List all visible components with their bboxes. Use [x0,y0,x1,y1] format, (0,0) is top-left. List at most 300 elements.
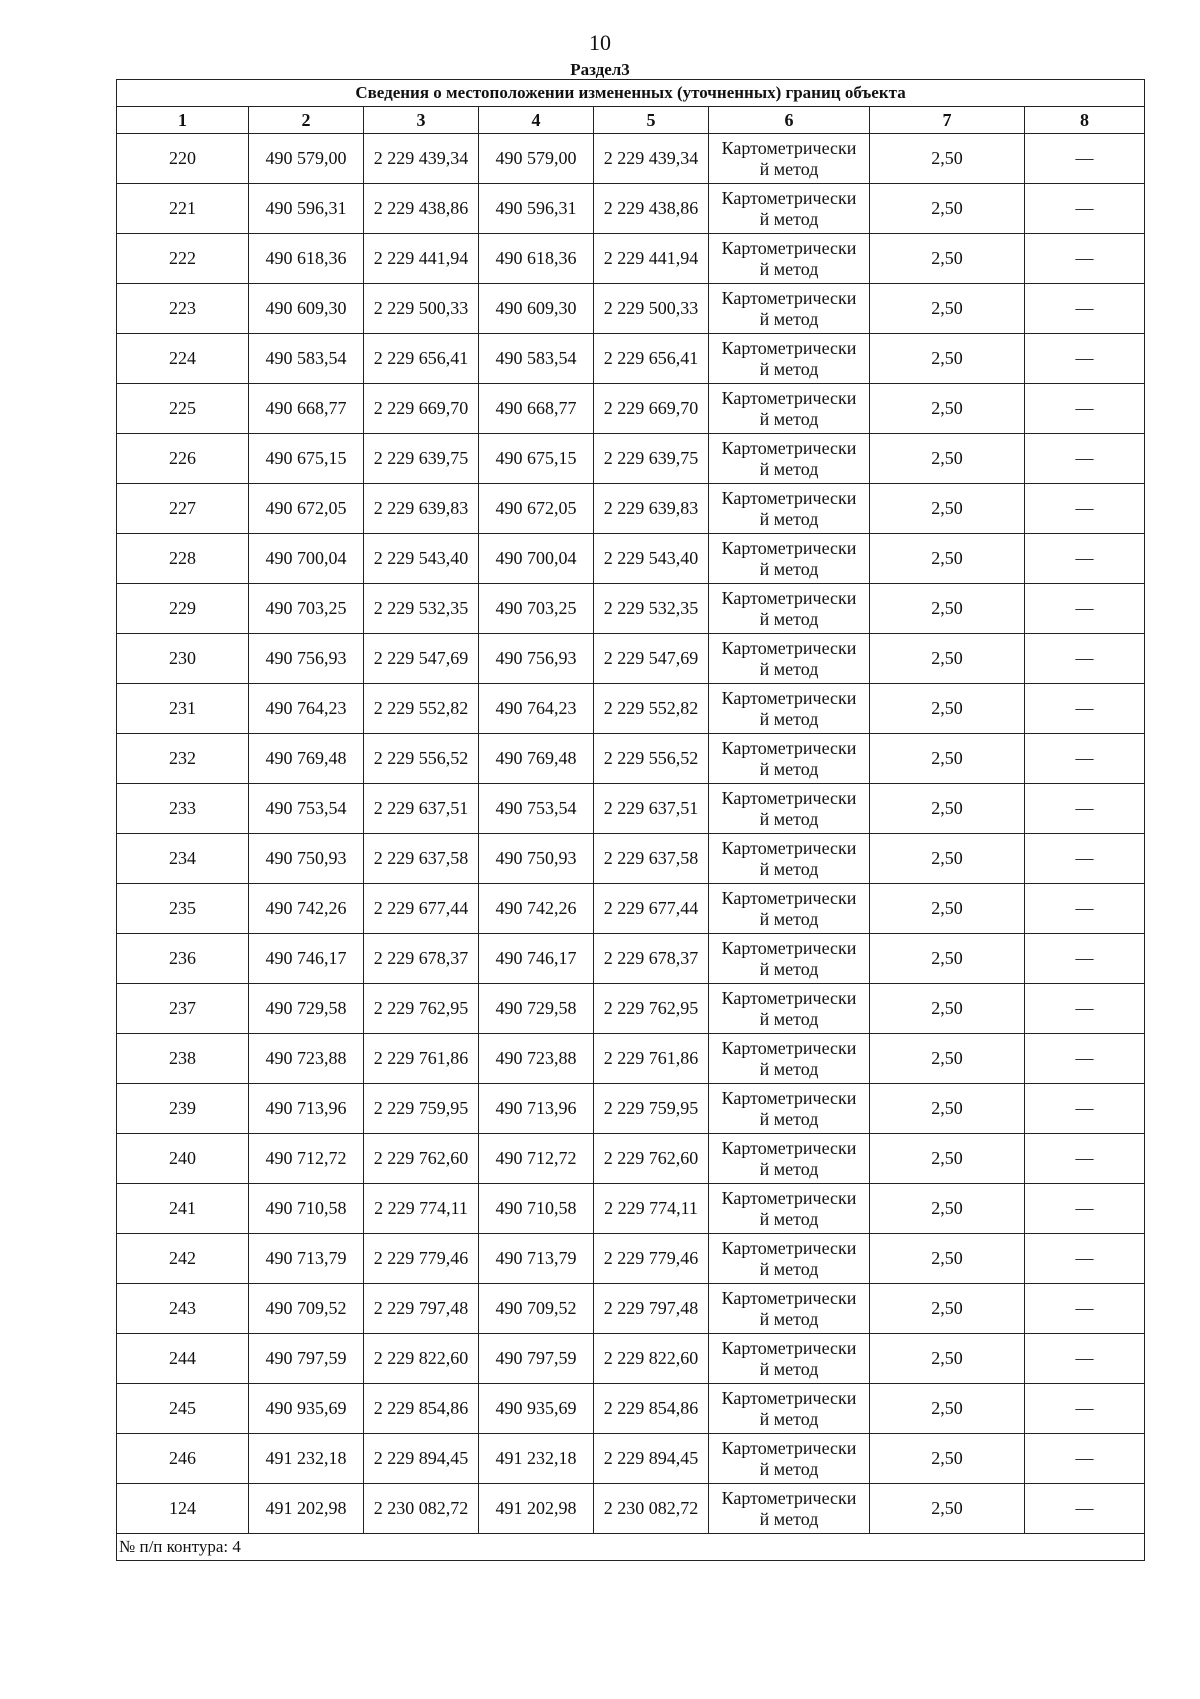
point-number: 229 [117,584,249,634]
column-number: 5 [594,107,709,134]
y-coordinate-new: 2 229 762,60 [594,1134,709,1184]
x-coordinate: 490 756,93 [249,634,364,684]
method-cell [709,1384,870,1434]
x-coordinate-new: 490 579,00 [479,134,594,184]
accuracy-value: 2,50 [870,1184,1025,1234]
x-coordinate-new: 490 713,79 [479,1234,594,1284]
table-row [117,334,1145,384]
x-coordinate: 490 700,04 [249,534,364,584]
coordinates-table [116,79,1145,1561]
x-coordinate-new: 490 672,05 [479,484,594,534]
description-dash: — [1025,234,1145,284]
method-cell [709,734,870,784]
accuracy-value: 2,50 [870,934,1025,984]
description-dash: — [1025,984,1145,1034]
contour-number: № п/п контура: 4 [117,1534,1145,1561]
point-number: 233 [117,784,249,834]
x-coordinate: 490 742,26 [249,884,364,934]
table-row [117,134,1145,184]
accuracy-value: 2,50 [870,584,1025,634]
method-text: й метод [759,308,819,329]
x-coordinate-new: 490 709,52 [479,1284,594,1334]
method-text: Картометрически [721,987,857,1008]
y-coordinate: 2 229 439,34 [364,134,479,184]
method-text: Картометрически [721,387,857,408]
y-coordinate: 2 230 082,72 [364,1484,479,1534]
method-text: й метод [759,858,819,879]
method-cell [709,784,870,834]
x-coordinate-new: 490 668,77 [479,384,594,434]
description-dash: — [1025,484,1145,534]
y-coordinate: 2 229 774,11 [364,1184,479,1234]
point-number: 236 [117,934,249,984]
accuracy-value: 2,50 [870,1334,1025,1384]
table-row [117,634,1145,684]
method-text: Картометрически [721,137,857,158]
x-coordinate: 490 712,72 [249,1134,364,1184]
method-cell [709,1034,870,1084]
y-coordinate: 2 229 759,95 [364,1084,479,1134]
accuracy-value: 2,50 [870,1234,1025,1284]
column-number-row [117,107,1145,134]
y-coordinate: 2 229 532,35 [364,584,479,634]
method-text: й метод [759,158,819,179]
method-text: Картометрически [721,1087,857,1108]
point-number: 221 [117,184,249,234]
method-cell [709,934,870,984]
method-text: Картометрически [721,887,857,908]
method-cell [709,1284,870,1334]
description-dash: — [1025,734,1145,784]
table-row [117,984,1145,1034]
accuracy-value: 2,50 [870,134,1025,184]
point-number: 240 [117,1134,249,1184]
y-coordinate-new: 2 229 774,11 [594,1184,709,1234]
method-cell [709,1184,870,1234]
method-text: Картометрически [721,637,857,658]
method-cell [709,534,870,584]
x-coordinate-new: 490 746,17 [479,934,594,984]
accuracy-value: 2,50 [870,1284,1025,1334]
point-number: 230 [117,634,249,684]
x-coordinate: 490 764,23 [249,684,364,734]
x-coordinate-new: 490 723,88 [479,1034,594,1084]
accuracy-value: 2,50 [870,434,1025,484]
column-number: 3 [364,107,479,134]
table-row [117,534,1145,584]
y-coordinate: 2 229 639,83 [364,484,479,534]
accuracy-value: 2,50 [870,834,1025,884]
y-coordinate: 2 229 797,48 [364,1284,479,1334]
x-coordinate: 491 232,18 [249,1434,364,1484]
x-coordinate: 491 202,98 [249,1484,364,1534]
point-number: 220 [117,134,249,184]
point-number: 234 [117,834,249,884]
point-number: 246 [117,1434,249,1484]
x-coordinate-new: 490 609,30 [479,284,594,334]
method-text: Картометрически [721,1437,857,1458]
method-text: й метод [759,1358,819,1379]
point-number: 231 [117,684,249,734]
method-text: й метод [759,458,819,479]
x-coordinate-new: 490 769,48 [479,734,594,784]
point-number: 226 [117,434,249,484]
method-text: й метод [759,358,819,379]
method-text: Картометрически [721,737,857,758]
point-number: 124 [117,1484,249,1534]
table-row [117,684,1145,734]
y-coordinate-new: 2 229 556,52 [594,734,709,784]
y-coordinate: 2 229 438,86 [364,184,479,234]
method-text: Картометрически [721,437,857,458]
description-dash: — [1025,134,1145,184]
description-dash: — [1025,1484,1145,1534]
table-caption: Сведения о местоположении измененных (уточненных) границ объекта [117,80,1145,107]
method-cell [709,184,870,234]
y-coordinate: 2 229 761,86 [364,1034,479,1084]
description-dash: — [1025,684,1145,734]
y-coordinate-new: 2 230 082,72 [594,1484,709,1534]
x-coordinate-new: 490 753,54 [479,784,594,834]
x-coordinate-new: 490 729,58 [479,984,594,1034]
method-cell [709,234,870,284]
accuracy-value: 2,50 [870,1034,1025,1084]
description-dash: — [1025,284,1145,334]
description-dash: — [1025,534,1145,584]
y-coordinate-new: 2 229 532,35 [594,584,709,634]
method-text: Картометрически [721,837,857,858]
column-number: 2 [249,107,364,134]
method-text: й метод [759,958,819,979]
y-coordinate: 2 229 556,52 [364,734,479,784]
y-coordinate-new: 2 229 762,95 [594,984,709,1034]
method-cell [709,1084,870,1134]
y-coordinate-new: 2 229 677,44 [594,884,709,934]
x-coordinate-new: 490 797,59 [479,1334,594,1384]
method-text: й метод [759,508,819,529]
point-number: 237 [117,984,249,1034]
column-number: 4 [479,107,594,134]
table-row [117,284,1145,334]
accuracy-value: 2,50 [870,384,1025,434]
method-text: Картометрически [721,337,857,358]
accuracy-value: 2,50 [870,734,1025,784]
x-coordinate: 490 672,05 [249,484,364,534]
x-coordinate-new: 490 756,93 [479,634,594,684]
table-row [117,484,1145,534]
contour-footer-row [117,1534,1145,1561]
point-number: 224 [117,334,249,384]
accuracy-value: 2,50 [870,184,1025,234]
x-coordinate-new: 490 710,58 [479,1184,594,1234]
method-text: Картометрически [721,1137,857,1158]
x-coordinate: 490 713,79 [249,1234,364,1284]
method-text: Картометрически [721,687,857,708]
column-number: 6 [709,107,870,134]
method-text: Картометрически [721,237,857,258]
table-row [117,1384,1145,1434]
table-row [117,1134,1145,1184]
point-number: 223 [117,284,249,334]
x-coordinate: 490 750,93 [249,834,364,884]
x-coordinate: 490 753,54 [249,784,364,834]
method-text: Картометрически [721,787,857,808]
description-dash: — [1025,434,1145,484]
x-coordinate: 490 668,77 [249,384,364,434]
x-coordinate: 490 713,96 [249,1084,364,1134]
y-coordinate: 2 229 894,45 [364,1434,479,1484]
y-coordinate-new: 2 229 894,45 [594,1434,709,1484]
description-dash: — [1025,1434,1145,1484]
description-dash: — [1025,184,1145,234]
x-coordinate-new: 490 700,04 [479,534,594,584]
y-coordinate: 2 229 441,94 [364,234,479,284]
y-coordinate: 2 229 500,33 [364,284,479,334]
description-dash: — [1025,834,1145,884]
method-text: й метод [759,1508,819,1529]
table-row [117,584,1145,634]
accuracy-value: 2,50 [870,284,1025,334]
method-text: й метод [759,208,819,229]
table-row [117,1034,1145,1084]
y-coordinate: 2 229 656,41 [364,334,479,384]
y-coordinate: 2 229 822,60 [364,1334,479,1384]
y-coordinate-new: 2 229 500,33 [594,284,709,334]
table-row [117,1184,1145,1234]
accuracy-value: 2,50 [870,1484,1025,1534]
table-row [117,1434,1145,1484]
description-dash: — [1025,784,1145,834]
column-number: 7 [870,107,1025,134]
x-coordinate: 490 596,31 [249,184,364,234]
y-coordinate-new: 2 229 669,70 [594,384,709,434]
x-coordinate-new: 490 935,69 [479,1384,594,1434]
y-coordinate-new: 2 229 779,46 [594,1234,709,1284]
description-dash: — [1025,584,1145,634]
y-coordinate-new: 2 229 656,41 [594,334,709,384]
x-coordinate: 490 729,58 [249,984,364,1034]
y-coordinate: 2 229 639,75 [364,434,479,484]
y-coordinate-new: 2 229 761,86 [594,1034,709,1084]
method-cell [709,134,870,184]
accuracy-value: 2,50 [870,1084,1025,1134]
description-dash: — [1025,1184,1145,1234]
y-coordinate: 2 229 762,60 [364,1134,479,1184]
x-coordinate: 490 609,30 [249,284,364,334]
description-dash: — [1025,934,1145,984]
table-row [117,1484,1145,1534]
y-coordinate-new: 2 229 759,95 [594,1084,709,1134]
x-coordinate-new: 491 232,18 [479,1434,594,1484]
table-row [117,1284,1145,1334]
y-coordinate: 2 229 543,40 [364,534,479,584]
method-cell [709,1334,870,1384]
y-coordinate-new: 2 229 637,58 [594,834,709,884]
table-row [117,384,1145,434]
method-text: й метод [759,708,819,729]
method-text: й метод [759,758,819,779]
x-coordinate-new: 490 742,26 [479,884,594,934]
y-coordinate-new: 2 229 441,94 [594,234,709,284]
table-row [117,934,1145,984]
y-coordinate-new: 2 229 439,34 [594,134,709,184]
point-number: 238 [117,1034,249,1084]
y-coordinate-new: 2 229 438,86 [594,184,709,234]
method-text: й метод [759,1108,819,1129]
x-coordinate-new: 490 712,72 [479,1134,594,1184]
x-coordinate: 490 579,00 [249,134,364,184]
x-coordinate: 490 769,48 [249,734,364,784]
accuracy-value: 2,50 [870,334,1025,384]
table-row [117,834,1145,884]
method-text: Картометрически [721,1237,857,1258]
x-coordinate-new: 490 703,25 [479,584,594,634]
table-row [117,1084,1145,1134]
method-cell [709,1434,870,1484]
accuracy-value: 2,50 [870,884,1025,934]
x-coordinate: 490 618,36 [249,234,364,284]
y-coordinate-new: 2 229 797,48 [594,1284,709,1334]
method-text: й метод [759,1408,819,1429]
description-dash: — [1025,1134,1145,1184]
x-coordinate: 490 746,17 [249,934,364,984]
method-text: й метод [759,258,819,279]
y-coordinate: 2 229 669,70 [364,384,479,434]
description-dash: — [1025,1084,1145,1134]
method-text: Картометрически [721,1387,857,1408]
description-dash: — [1025,384,1145,434]
method-cell [709,484,870,534]
method-text: й метод [759,1258,819,1279]
y-coordinate-new: 2 229 547,69 [594,634,709,684]
method-text: й метод [759,1308,819,1329]
description-dash: — [1025,1234,1145,1284]
method-text: й метод [759,1208,819,1229]
method-text: й метод [759,608,819,629]
accuracy-value: 2,50 [870,534,1025,584]
x-coordinate: 490 709,52 [249,1284,364,1334]
table-row [117,434,1145,484]
method-cell [709,584,870,634]
method-text: Картометрически [721,1187,857,1208]
method-text: Картометрически [721,537,857,558]
column-number: 8 [1025,107,1145,134]
method-cell [709,1134,870,1184]
table-row [117,1334,1145,1384]
method-text: й метод [759,1158,819,1179]
description-dash: — [1025,1034,1145,1084]
table-caption-row [117,80,1145,107]
accuracy-value: 2,50 [870,1434,1025,1484]
point-number: 242 [117,1234,249,1284]
description-dash: — [1025,884,1145,934]
point-number: 227 [117,484,249,534]
method-text: Картометрически [721,487,857,508]
point-number: 244 [117,1334,249,1384]
description-dash: — [1025,634,1145,684]
point-number: 225 [117,384,249,434]
accuracy-value: 2,50 [870,1134,1025,1184]
x-coordinate-new: 490 713,96 [479,1084,594,1134]
y-coordinate: 2 229 762,95 [364,984,479,1034]
accuracy-value: 2,50 [870,784,1025,834]
y-coordinate-new: 2 229 552,82 [594,684,709,734]
y-coordinate: 2 229 637,51 [364,784,479,834]
method-text: й метод [759,558,819,579]
method-text: Картометрически [721,937,857,958]
method-cell [709,334,870,384]
description-dash: — [1025,334,1145,384]
table-row [117,884,1145,934]
method-text: Картометрически [721,287,857,308]
description-dash: — [1025,1384,1145,1434]
x-coordinate-new: 490 675,15 [479,434,594,484]
point-number: 239 [117,1084,249,1134]
x-coordinate: 490 675,15 [249,434,364,484]
accuracy-value: 2,50 [870,484,1025,534]
x-coordinate: 490 935,69 [249,1384,364,1434]
y-coordinate: 2 229 637,58 [364,834,479,884]
x-coordinate: 490 797,59 [249,1334,364,1384]
y-coordinate: 2 229 547,69 [364,634,479,684]
description-dash: — [1025,1334,1145,1384]
y-coordinate-new: 2 229 822,60 [594,1334,709,1384]
method-text: й метод [759,1058,819,1079]
table-row [117,734,1145,784]
y-coordinate: 2 229 678,37 [364,934,479,984]
point-number: 232 [117,734,249,784]
method-cell [709,1484,870,1534]
y-coordinate-new: 2 229 637,51 [594,784,709,834]
accuracy-value: 2,50 [870,684,1025,734]
point-number: 228 [117,534,249,584]
accuracy-value: 2,50 [870,1384,1025,1434]
method-text: Картометрически [721,1037,857,1058]
point-number: 243 [117,1284,249,1334]
x-coordinate: 490 703,25 [249,584,364,634]
description-dash: — [1025,1284,1145,1334]
point-number: 235 [117,884,249,934]
method-text: й метод [759,908,819,929]
x-coordinate: 490 583,54 [249,334,364,384]
y-coordinate: 2 229 854,86 [364,1384,479,1434]
y-coordinate-new: 2 229 854,86 [594,1384,709,1434]
method-text: й метод [759,808,819,829]
method-text: Картометрически [721,1337,857,1358]
y-coordinate: 2 229 552,82 [364,684,479,734]
method-cell [709,434,870,484]
x-coordinate-new: 490 750,93 [479,834,594,884]
x-coordinate-new: 490 764,23 [479,684,594,734]
y-coordinate: 2 229 677,44 [364,884,479,934]
y-coordinate: 2 229 779,46 [364,1234,479,1284]
accuracy-value: 2,50 [870,634,1025,684]
method-cell [709,884,870,934]
accuracy-value: 2,50 [870,234,1025,284]
method-text: Картометрически [721,187,857,208]
accuracy-value: 2,50 [870,984,1025,1034]
method-cell [709,984,870,1034]
x-coordinate-new: 490 618,36 [479,234,594,284]
method-text: Картометрически [721,587,857,608]
method-text: й метод [759,408,819,429]
point-number: 245 [117,1384,249,1434]
x-coordinate: 490 710,58 [249,1184,364,1234]
point-number: 241 [117,1184,249,1234]
method-cell [709,634,870,684]
method-cell [709,284,870,334]
x-coordinate-new: 490 596,31 [479,184,594,234]
